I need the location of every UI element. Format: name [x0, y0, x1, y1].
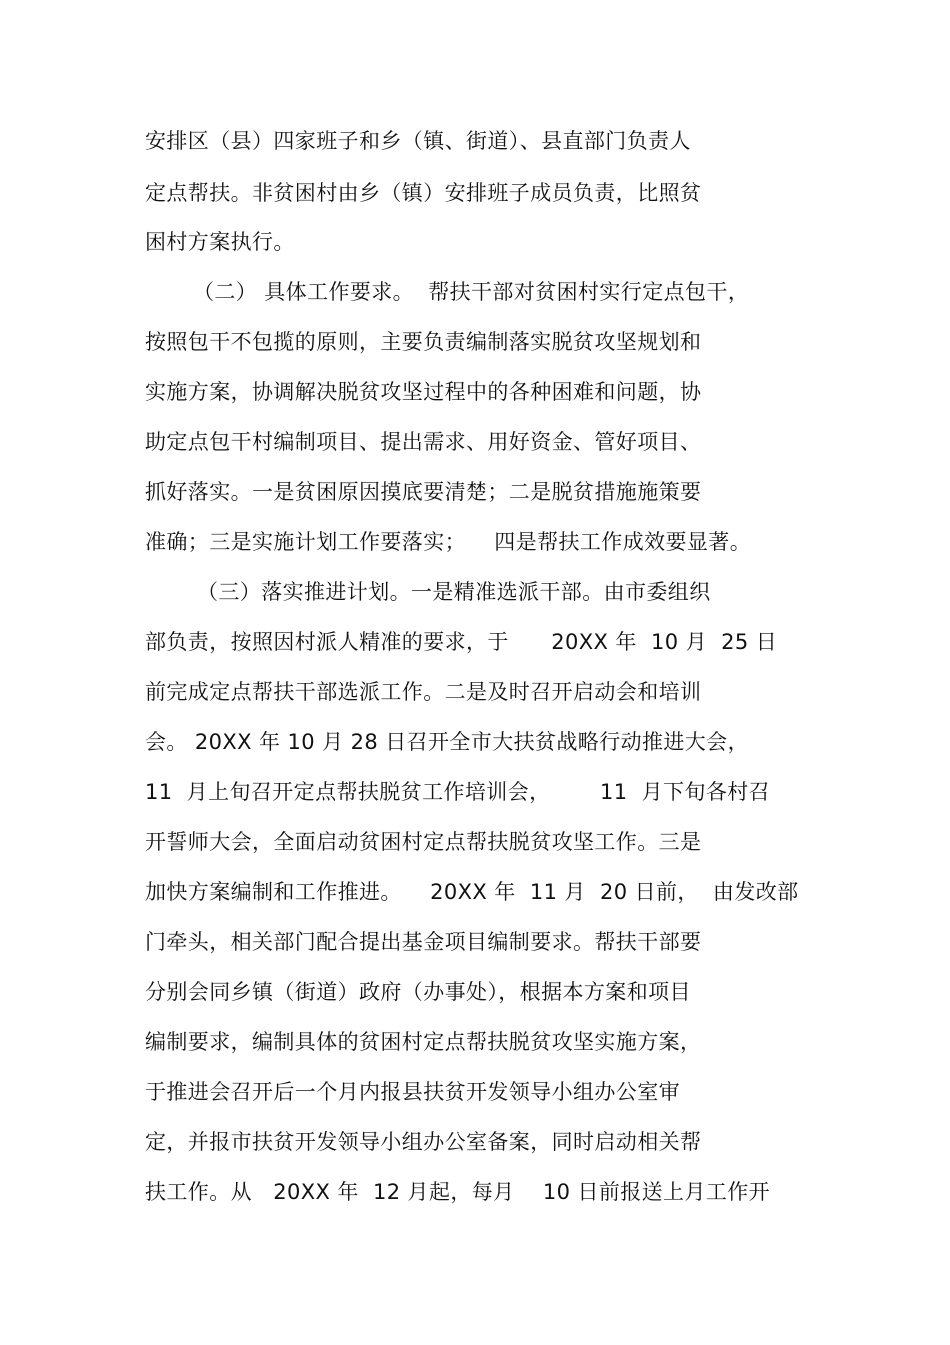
text-line: 于推进会召开后一个月内报县扶贫开发领导小组办公室审	[145, 1080, 680, 1104]
text-line: 困村方案执行。	[145, 230, 295, 254]
text-line: 定点帮扶。非贫困村由乡（镇）安排班子成员负责，比照贫	[145, 181, 702, 205]
text-line: 前完成定点帮扶干部选派工作。二是及时召开启动会和培训	[145, 680, 702, 704]
text-line: 按照包干不包揽的原则，主要负责编制落实脱贫攻坚规划和	[145, 330, 702, 354]
text-line: 分别会同乡镇（街道）政府（办事处），根据本方案和项目	[145, 980, 691, 1004]
text-line: 编制要求，编制具体的贫困村定点帮扶脱贫攻坚实施方案，	[145, 1030, 702, 1054]
text-line: （二） 具体工作要求。 帮扶干部对贫困村实行定点包干，	[193, 280, 750, 304]
text-line: 开誓师大会，全面启动贫困村定点帮扶脱贫攻坚工作。三是	[145, 830, 702, 854]
text-line: 扶工作。从 20XX 年 12 月起，每月 10 日前报送上月工作开	[145, 1180, 771, 1204]
text-line: 抓好落实。一是贫困原因摸底要清楚；二是脱贫措施施策要	[145, 480, 702, 504]
text-line: 门牵头，相关部门配合提出基金项目编制要求。帮扶干部要	[145, 930, 702, 954]
text-line: 加快方案编制和工作推进。 20XX 年 11 月 20 日前， 由发改部	[145, 880, 799, 904]
text-line: （三）落实推进计划。一是精准选派干部。由市委组织	[197, 580, 711, 604]
text-line: 会。 20XX 年 10 月 28 日召开全市大扶贫战略行动推进大会，	[145, 730, 749, 754]
text-line: 助定点包干村编制项目、提出需求、用好资金、管好项目、	[145, 430, 702, 454]
text-line: 定，并报市扶贫开发领导小组办公室备案，同时启动相关帮	[145, 1130, 702, 1154]
text-line: 实施方案，协调解决脱贫攻坚过程中的各种困难和问题，协	[145, 380, 702, 404]
text-line: 安排区（县）四家班子和乡（镇、街道）、县直部门负责人	[145, 129, 691, 153]
text-line: 11 月上旬召开定点帮扶脱贫工作培训会， 11 月下旬各村召	[145, 780, 771, 804]
text-line: 部负责，按照因村派人精准的要求，于 20XX 年 10 月 25 日	[145, 630, 778, 654]
text-line: 准确；三是实施计划工作要落实； 四是帮扶工作成效要显著。	[145, 530, 752, 554]
